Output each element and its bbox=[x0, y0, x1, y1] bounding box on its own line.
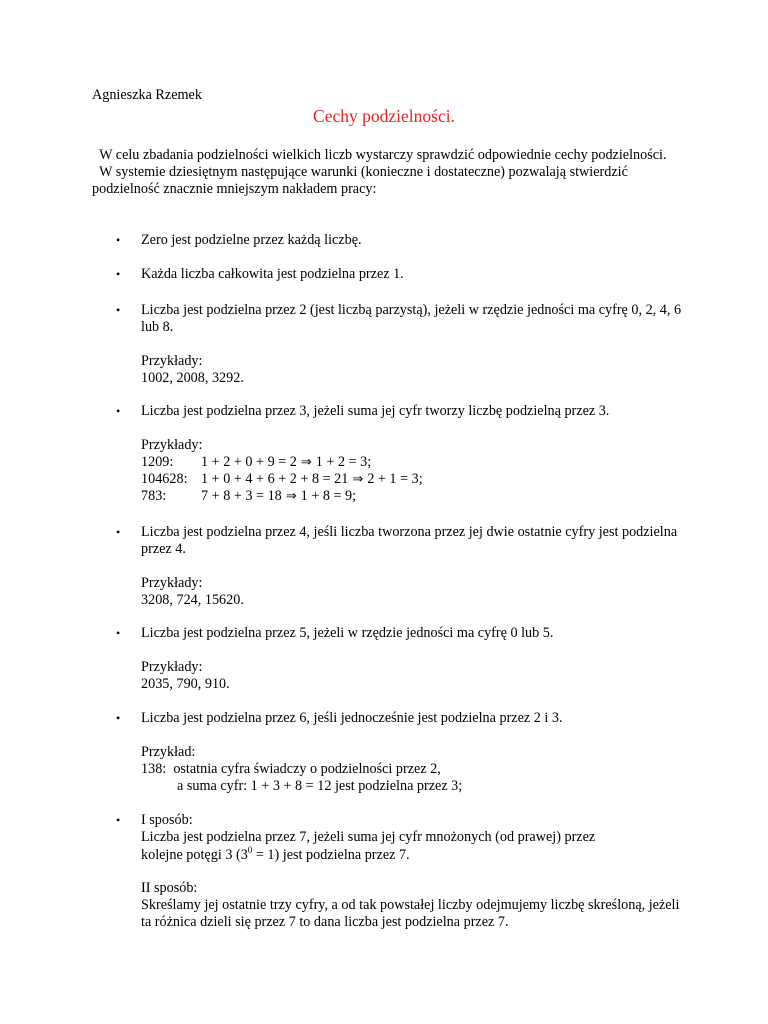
example-result: 1 + 8 = 9; bbox=[300, 488, 357, 504]
implies-icon: ⇒ bbox=[300, 455, 312, 470]
bullet-icon: • bbox=[116, 813, 121, 827]
example-sum: 7 + 8 + 3 = 18 bbox=[201, 488, 282, 504]
rule-div4: Liczba jest podzielna przez 4, jeśli liczba tworzona przez jej dwie ostatnie cyfry jest podzielna przez 4. bbox=[141, 524, 678, 557]
power-equals: = 1 bbox=[252, 847, 275, 863]
example-sum: 1 + 2 + 0 + 9 = 2 bbox=[201, 454, 297, 470]
bullet-icon: • bbox=[116, 626, 121, 640]
implies-icon: ⇒ bbox=[352, 472, 364, 487]
rule-div5: Liczba jest podzielna przez 5, jeżeli w rzędzie jedności ma cyfrę 0 lub 5. bbox=[141, 625, 554, 641]
example-number: 104628: bbox=[141, 471, 188, 487]
example-number: 783: bbox=[141, 488, 167, 504]
method1-label: I sposób: bbox=[141, 812, 193, 828]
example-line: a suma cyfr: 1 + 3 + 8 = 12 jest podzielna przez 3; bbox=[177, 778, 463, 794]
examples-label: Przykłady: bbox=[141, 659, 203, 675]
implies-icon: ⇒ bbox=[285, 489, 297, 504]
intro-paragraph bbox=[92, 147, 692, 198]
example-sum: 1 + 0 + 4 + 6 + 2 + 8 = 21 bbox=[201, 471, 349, 487]
power-exponent: 0 bbox=[247, 845, 253, 855]
method2-label: II sposób: bbox=[141, 880, 198, 896]
intro-line-2: W systemie dziesiętnym następujące warunki (konieczne i dostateczne) pozwalają stwierdzić podzielność znacznie mniejszym nakładem pracy: bbox=[92, 164, 632, 197]
method1-text-cont bbox=[141, 847, 686, 864]
bullet-icon: • bbox=[116, 711, 121, 725]
method2-text: Skreślamy jej ostatnie trzy cyfry, a od tak powstałej liczby odejmujemy liczbę skreśloną, jeżeli ta różnica dzieli się przez 7 to dana liczba jest podzielna przez 7. bbox=[141, 897, 680, 930]
example-row bbox=[141, 471, 686, 488]
examples-values: 1002, 2008, 3292. bbox=[141, 370, 244, 386]
examples-label: Przykłady: bbox=[141, 353, 203, 369]
examples-values: 3208, 724, 15620. bbox=[141, 592, 244, 608]
examples-values: 2035, 790, 910. bbox=[141, 676, 230, 692]
example-label: Przykład: bbox=[141, 744, 196, 760]
power-base: 3 bbox=[240, 847, 248, 863]
bullet-icon: • bbox=[116, 303, 121, 317]
rule-div3: Liczba jest podzielna przez 3, jeżeli suma jej cyfr tworzy liczbę podzielną przez 3. bbox=[141, 403, 610, 419]
method1-text: Liczba jest podzielna przez 7, jeżeli suma jej cyfr mnożonych (od prawej) przez bbox=[141, 829, 596, 845]
example-result: 1 + 2 = 3; bbox=[315, 454, 372, 470]
examples-label: Przykłady: bbox=[141, 437, 203, 453]
examples-label: Przykłady: bbox=[141, 575, 203, 591]
example-result: 2 + 1 = 3; bbox=[367, 471, 423, 487]
bullet-icon: • bbox=[116, 267, 121, 281]
bullet-icon: • bbox=[116, 404, 121, 418]
method1-text-before: kolejne potęgi 3 ( bbox=[141, 847, 241, 863]
example-row bbox=[141, 488, 686, 505]
document-title: Cechy podzielności. bbox=[313, 106, 455, 126]
example-line: 138: ostatnia cyfra świadczy o podzielności przez 2, bbox=[141, 761, 441, 777]
example-row bbox=[141, 454, 686, 471]
intro-line-1: W celu zbadania podzielności wielkich liczb wystarczy sprawdzić odpowiednie cechy podzielności. bbox=[92, 147, 667, 163]
rule-div6: Liczba jest podzielna przez 6, jeśli jednocześnie jest podzielna przez 2 i 3. bbox=[141, 710, 563, 726]
rule-zero: Zero jest podzielne przez każdą liczbę. bbox=[141, 232, 362, 248]
rule-div2: Liczba jest podzielna przez 2 (jest liczbą parzystą), jeżeli w rzędzie jedności ma cyfrę 0, 2, 4, 6 lub 8. bbox=[141, 302, 682, 335]
bullet-icon: • bbox=[116, 525, 121, 539]
method1-text-after: ) jest podzielna przez 7. bbox=[274, 847, 410, 863]
author-name: Agnieszka Rzemek bbox=[92, 87, 202, 103]
bullet-icon: • bbox=[116, 233, 121, 247]
rule-div1: Każda liczba całkowita jest podzielna przez 1. bbox=[141, 266, 404, 282]
example-number: 1209: bbox=[141, 454, 174, 470]
